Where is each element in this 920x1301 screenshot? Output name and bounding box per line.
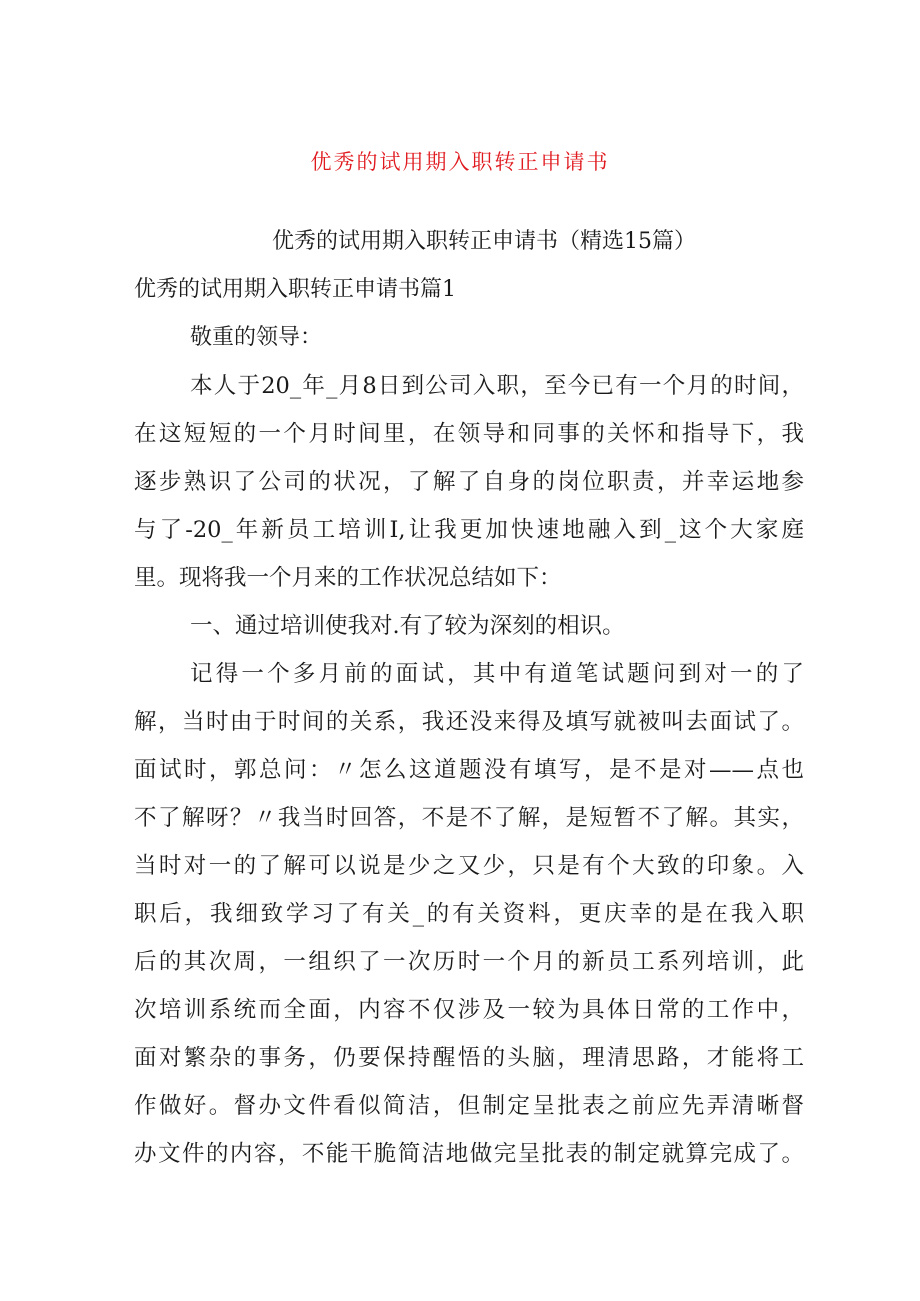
body-line: 本人于20_年_月8日到公司入职，至今已有一个月的时间， [190, 373, 804, 399]
body-line: 作做好。督办文件看似简洁，但制定呈批表之前应先弄清晰督 [134, 1093, 804, 1119]
section-heading: 优秀的试用期入职转正申请书篇1 [134, 277, 456, 302]
body-line: 职后，我细致学习了有关_的有关资料，更庆幸的是在我入职 [134, 901, 804, 927]
body-line: 逐步熟识了公司的状况，了解了自身的岗位职责，并幸运地参 [134, 469, 804, 495]
body-line: 面试时，郭总问：〃怎么这道题没有填写，是不是对——点也 [134, 757, 804, 783]
body-line: 当时对一的了解可以说是少之又少，只是有个大致的印象。入 [134, 853, 804, 879]
body-line: 次培训系统而全面，内容不仅涉及一较为具体日常的工作中， [134, 997, 804, 1023]
body-line: 与了-20_年新员工培训I,让我更加快速地融入到_这个大家庭 [134, 517, 804, 543]
document-subtitle: 优秀的试用期入职转正申请书（精选15篇） [272, 229, 696, 254]
body-line: 办文件的内容，不能干脆简洁地做完呈批表的制定就算完成了。 [134, 1141, 804, 1167]
body-line: 面对繁杂的事务，仍要保持醒悟的头脑，理清思路，才能将工 [134, 1045, 804, 1071]
body-line: 记得一个多月前的面试，其中有道笔试题问到对一的了 [190, 661, 804, 687]
body-line: 解，当时由于时间的关系，我还没来得及填写就被叫去面试了。 [134, 709, 804, 735]
body-line: 里。现将我一个月来的工作状况总结如下： [134, 565, 562, 591]
body-line: 在这短短的一个月时间里，在领导和同事的关怀和指导下，我 [134, 421, 804, 447]
body-line: 不了解呀？〃我当时回答，不是不了解，是短暂不了解。其实， [134, 805, 804, 831]
body-line: 一、通过培训使我对.有了较为深刻的相识。 [190, 613, 625, 639]
document-title: 优秀的试用期入职转正申请书 [310, 150, 610, 174]
salutation: 敬重的领导： [190, 325, 323, 350]
body-line: 后的其次周，一组织了一次历时一个月的新员工系列培训，此 [134, 949, 804, 975]
